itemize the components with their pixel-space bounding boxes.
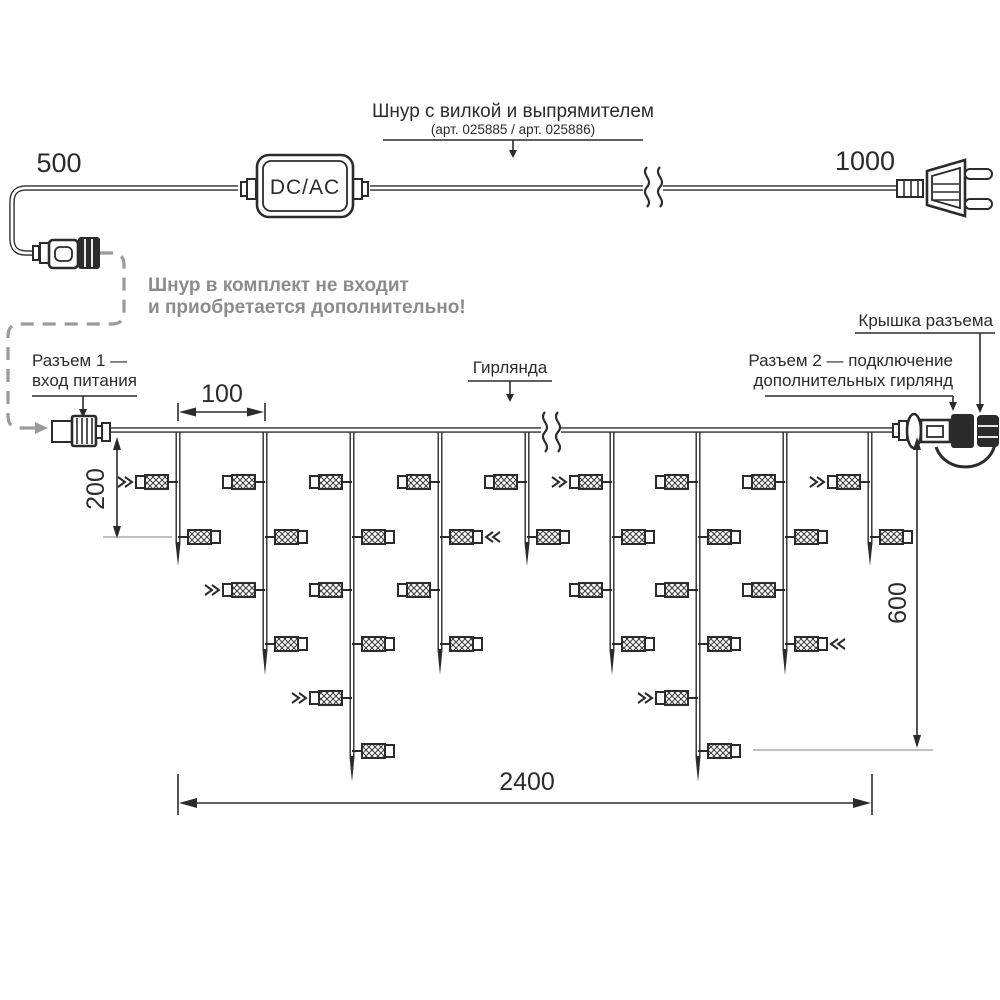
drop-tip xyxy=(438,650,443,675)
lamp-cap xyxy=(645,531,654,543)
lamp-body xyxy=(275,637,298,651)
garland-drop xyxy=(310,431,394,782)
garland-drops-layer xyxy=(118,431,912,782)
lamp xyxy=(527,530,569,544)
flash-arrow-icon xyxy=(118,477,125,487)
lamp-body xyxy=(752,475,775,489)
drop-tip xyxy=(696,757,701,782)
lamp-body xyxy=(752,583,775,597)
dcac-converter xyxy=(241,155,368,217)
lamp-body xyxy=(362,744,385,758)
note-line2: и приобретается дополнительно! xyxy=(148,297,466,318)
lamp-cap xyxy=(136,476,145,488)
lamp-body xyxy=(537,530,560,544)
lamp-cap xyxy=(656,584,665,596)
garland-label: Гирлянда xyxy=(472,358,548,377)
lamp xyxy=(178,530,220,544)
lamp-cap xyxy=(570,584,579,596)
power-plug xyxy=(897,160,992,216)
lamp-body xyxy=(362,637,385,651)
lamp-cap xyxy=(645,638,654,650)
lamp xyxy=(698,530,740,544)
lamp-body xyxy=(708,744,731,758)
lamp xyxy=(310,475,352,489)
connector2-black-end xyxy=(951,414,974,448)
lamp-body xyxy=(579,583,602,597)
flash-arrow-icon xyxy=(638,693,645,703)
flash-arrow-icon xyxy=(838,639,845,649)
lamp-cap xyxy=(385,638,394,650)
dim-1000-label: 1000 xyxy=(834,146,896,176)
garland-drop xyxy=(828,431,912,566)
lamp-body xyxy=(145,475,168,489)
flash-arrow-icon xyxy=(810,477,817,487)
lamp-body xyxy=(450,530,473,544)
dim-2400-label: 2400 xyxy=(499,768,555,796)
arrow-down-icon xyxy=(506,394,514,402)
drop-tip xyxy=(783,650,788,675)
arrow-left-icon xyxy=(179,408,196,417)
connector2-barrel xyxy=(921,420,950,442)
cap-label: Крышка разъема xyxy=(858,311,993,330)
lamp-body xyxy=(622,637,645,651)
lamp-body xyxy=(188,530,211,544)
lamp-body xyxy=(795,530,818,544)
connector-1-input xyxy=(52,416,110,446)
lamp-body xyxy=(708,530,731,544)
lamp-cap xyxy=(211,531,220,543)
lamp-body xyxy=(450,637,473,651)
lamp xyxy=(570,475,612,489)
lamp xyxy=(656,583,698,597)
lamp-cap xyxy=(223,476,232,488)
lamp-cap xyxy=(310,584,319,596)
lamp xyxy=(485,475,527,489)
lamp xyxy=(870,530,912,544)
flash-arrow-icon xyxy=(552,477,559,487)
arrow-down-icon xyxy=(949,402,957,411)
lamp-cap xyxy=(485,476,494,488)
lamp-body xyxy=(579,475,602,489)
garland-drop xyxy=(398,431,482,675)
lamp xyxy=(656,691,698,705)
lamp xyxy=(223,475,265,489)
lamp xyxy=(698,637,740,651)
note-line1: Шнур в комплект не входит xyxy=(148,275,409,296)
lamp-body xyxy=(407,583,430,597)
cord-break-icon xyxy=(645,167,649,207)
dcac-nub-right xyxy=(362,182,368,196)
arrow-left-icon xyxy=(179,798,197,808)
lamp xyxy=(785,530,827,544)
connector1-coupling2 xyxy=(102,423,110,441)
cord-connector-black-end xyxy=(78,237,100,269)
garland-drop xyxy=(743,431,827,675)
arrow-up-icon xyxy=(113,437,121,450)
connector2-label-line2: дополнительных гирлянд xyxy=(753,371,953,390)
drop-tip xyxy=(610,650,615,675)
lamp xyxy=(612,637,654,651)
drop-tip xyxy=(525,543,530,566)
arrow-down-icon xyxy=(509,150,517,158)
lamp-body xyxy=(275,530,298,544)
lamp-cap xyxy=(223,584,232,596)
connector2-label-line1: Разъем 2 — подключение xyxy=(748,351,953,370)
drop-tip xyxy=(176,543,181,566)
lamp-body xyxy=(665,583,688,597)
lamp-body xyxy=(795,637,818,651)
cord-art-numbers: (арт. 025885 / арт. 025886) xyxy=(430,122,596,137)
lamp xyxy=(223,583,265,597)
lamp xyxy=(352,744,394,758)
lamp-cap xyxy=(743,584,752,596)
lamp-cap xyxy=(298,638,307,650)
dim-200-label: 200 xyxy=(82,468,110,510)
lamp-body xyxy=(665,691,688,705)
lamp-body xyxy=(880,530,903,544)
garland-drop xyxy=(656,431,740,782)
drop-tip xyxy=(350,757,355,782)
connector1-label-line1: Разъем 1 — xyxy=(32,351,128,370)
lamp xyxy=(136,475,178,489)
lamp-cap xyxy=(398,476,407,488)
wire-break-icon xyxy=(543,412,547,452)
arrow-right-icon xyxy=(247,408,264,417)
lamp-cap xyxy=(473,531,482,543)
dim-600-label: 600 xyxy=(884,582,912,624)
lamp-cap xyxy=(570,476,579,488)
connector2-ring xyxy=(907,414,921,448)
lamp xyxy=(265,637,307,651)
lamp xyxy=(310,583,352,597)
lamp-cap xyxy=(385,531,394,543)
lamp-body xyxy=(494,475,517,489)
lamp-cap xyxy=(298,531,307,543)
drop-tip xyxy=(263,650,268,675)
lamp xyxy=(698,744,740,758)
lamp-cap xyxy=(743,476,752,488)
flash-arrow-icon xyxy=(292,693,299,703)
lamp xyxy=(352,637,394,651)
lamp xyxy=(743,475,785,489)
lamp-cap xyxy=(398,584,407,596)
cord-connector-coupling xyxy=(33,246,39,260)
arrow-down-icon xyxy=(976,404,984,413)
plug-prong-top xyxy=(965,169,992,179)
garland-drop xyxy=(223,431,307,675)
gray-arrow-right-icon xyxy=(35,422,48,434)
lamp xyxy=(612,530,654,544)
dashed-connection-path xyxy=(8,253,124,428)
lamp-body xyxy=(622,530,645,544)
lamp-cap xyxy=(731,745,740,757)
lamp-cap xyxy=(656,692,665,704)
lamp-cap xyxy=(560,531,569,543)
lamp-cap xyxy=(818,531,827,543)
cord-title: Шнур с вилкой и выпрямителем xyxy=(372,101,654,122)
connector-cap xyxy=(977,415,999,447)
garland-drop xyxy=(136,431,220,566)
lamp-body xyxy=(708,637,731,651)
arrow-right-icon xyxy=(853,798,871,808)
lamp-cap xyxy=(656,476,665,488)
dim-500-label: 500 xyxy=(36,148,82,178)
plug-prong-bottom xyxy=(965,199,992,209)
lamp xyxy=(656,475,698,489)
lamp xyxy=(310,691,352,705)
lamp xyxy=(398,583,440,597)
lamp-body xyxy=(319,475,342,489)
cord-break-icon xyxy=(658,167,662,207)
lamp-body xyxy=(319,583,342,597)
lamp-cap xyxy=(903,531,912,543)
dim-100-label: 100 xyxy=(201,380,243,408)
plug-coupling xyxy=(897,180,923,197)
lamp xyxy=(398,475,440,489)
garland-drop xyxy=(485,431,569,566)
connector1-label-line2: вход питания xyxy=(32,371,137,390)
garland-wire xyxy=(108,412,893,452)
lamp xyxy=(440,530,482,544)
lamp xyxy=(570,583,612,597)
lamp xyxy=(743,583,785,597)
lamp xyxy=(352,530,394,544)
lamp-cap xyxy=(731,531,740,543)
dcac-label: DC/AC xyxy=(269,176,341,199)
lamp-body xyxy=(837,475,860,489)
arrow-down-icon xyxy=(913,735,921,748)
lamp-body xyxy=(407,475,430,489)
flash-arrow-icon xyxy=(205,585,212,595)
dcac-nub-right2 xyxy=(353,179,362,199)
garland-labels xyxy=(32,311,995,418)
connector1-plug-body xyxy=(52,421,72,442)
dimensions xyxy=(82,380,933,815)
garland-drop xyxy=(570,431,654,675)
lamp-cap xyxy=(385,745,394,757)
cord-connector-coupling2 xyxy=(40,243,49,263)
lamp-cap xyxy=(473,638,482,650)
lamp-body xyxy=(232,583,255,597)
drop-tip xyxy=(868,543,873,566)
wire-break-icon xyxy=(556,412,560,452)
lamp-cap xyxy=(731,638,740,650)
lamp-cap xyxy=(310,692,319,704)
lamp-cap xyxy=(818,638,827,650)
lamp-body xyxy=(362,530,385,544)
lamp xyxy=(265,530,307,544)
power-cord-assembly xyxy=(12,101,992,269)
cord-end-connector xyxy=(33,237,100,269)
lamp xyxy=(785,637,827,651)
flash-arrow-icon xyxy=(493,532,500,542)
lamp xyxy=(440,637,482,651)
lamp-body xyxy=(232,475,255,489)
cord-connector-barrel xyxy=(49,240,78,268)
lamp-cap xyxy=(310,476,319,488)
lamp-body xyxy=(319,691,342,705)
connector-2-output xyxy=(893,414,999,467)
lamp xyxy=(828,475,870,489)
lamp-cap xyxy=(828,476,837,488)
lamp-body xyxy=(665,475,688,489)
dcac-nub-left2 xyxy=(247,179,256,199)
